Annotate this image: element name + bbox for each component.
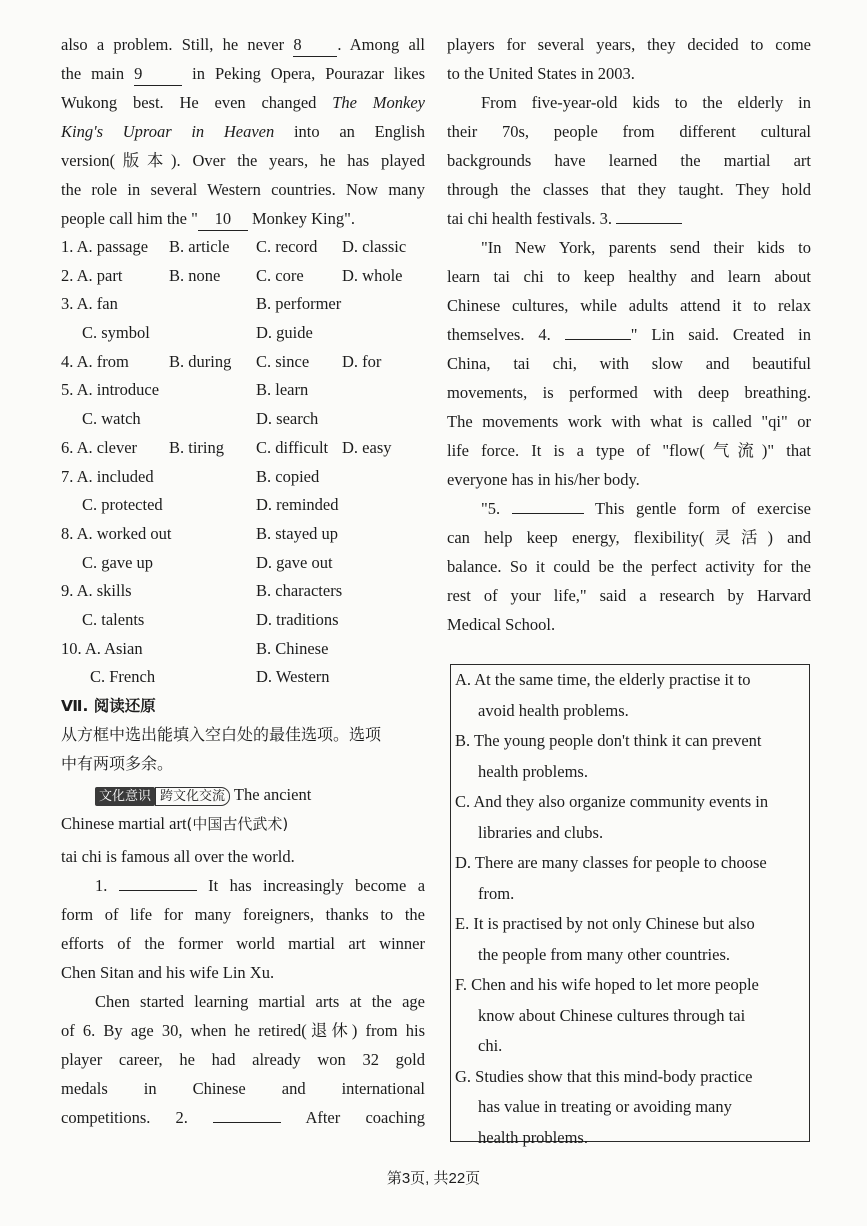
cross-culture-tag: 跨文化交流 [155, 787, 230, 806]
paragraph-2: Chen started learning martial arts at the age of 6. By age 30, when he retired(退休) from his player career, he had already won 32 gold medals in Chinese and international competitions. 2. After coaching [61, 992, 426, 1127]
option-row-1: 1. A. passage B. article C. record D. classic [61, 237, 407, 256]
option-row-9b: C. talents D. traditions [82, 609, 339, 629]
passage-continued [61, 30, 425, 233]
option-row-5b: C. watch D. search [82, 409, 319, 429]
blank-5[interactable] [512, 513, 584, 514]
option-E[interactable]: E. It is practised by not only Chinese but also the people from many other countries. [455, 914, 755, 964]
option-row-10b: C. French D. Western [90, 667, 330, 687]
option-row-3: 3. A. fan B. performer [61, 294, 342, 314]
option-row-7b: C. protected D. reminded [82, 495, 339, 515]
blank-10[interactable]: 10 [198, 208, 248, 231]
option-row-2: 2. A. part B. none C. core D. whole [61, 265, 403, 285]
passage-line: King's Uproar in Heaven into an English [61, 122, 426, 141]
option-B[interactable]: B. The young people don't think it can prevent health problems. [455, 731, 762, 781]
intro-line: Chinese martial art(中国古代武术) [61, 814, 289, 833]
book-title: King's Uproar in Heaven [61, 122, 275, 141]
passage-line: version(版本). Over the years, he has played [61, 151, 425, 170]
option-row-8b: C. gave up D. gave out [82, 552, 333, 572]
paragraph-1: 1. It has increasingly become a form of life for many foreigners, thanks to the efforts of the former world martial art winner Chen Sitan and his wife Lin Xu. [61, 876, 426, 982]
options-box [450, 664, 810, 1147]
intro-line: tai chi is famous all over the world. [61, 847, 295, 866]
options-list [61, 233, 425, 692]
option-C[interactable]: C. And they also organize community events in libraries and clubs. [455, 792, 769, 842]
option-row-6: 6. A. clever B. tiring C. difficult D. easy [61, 437, 392, 457]
option-G[interactable]: G. Studies show that this mind-body practice has value in treating or avoiding many health problems. [455, 1066, 753, 1147]
blank-2[interactable] [213, 1122, 281, 1123]
intro-line: 文化意识 跨文化交流 The ancient [61, 780, 425, 809]
option-row-5: 5. A. introduce B. learn [61, 380, 309, 400]
passage-line: Wukong best. He even changed The Monkey [61, 93, 425, 112]
option-row-7: 7. A. included B. copied [61, 466, 320, 486]
option-row-3b: C. symbol D. guide [82, 323, 313, 343]
blank-4[interactable] [565, 339, 631, 340]
blank-1[interactable] [119, 890, 197, 891]
instruction: 从方框中选出能填入空白处的最佳选项。选项 中有两项多余。 [61, 725, 382, 773]
option-row-10: 10. A. Asian B. Chinese [61, 638, 329, 658]
option-A[interactable]: A. At the same time, the elderly practise it to avoid health problems. [455, 670, 751, 720]
blank-3[interactable] [616, 223, 682, 224]
section-header: Ⅶ. 阅读还原 [61, 697, 156, 715]
option-row-9: 9. A. skills B. characters [61, 581, 343, 601]
book-title: The Monkey [332, 93, 425, 112]
option-F[interactable]: F. Chen and his wife hoped to let more people know about Chinese cultures through tai chi. [455, 975, 759, 1055]
option-row-4: 4. A. from B. during C. since D. for [61, 351, 382, 371]
page-number: 第3页, 共22页 [386, 1170, 481, 1187]
passage-line: the main 9 in Peking Opera, Pourazar likes [61, 59, 425, 88]
blank-9[interactable]: 9 [134, 63, 182, 86]
passage-line: also a problem. Still, he never 8 . Among all [61, 30, 425, 59]
right-column: players for several years, they decided to come to the United States in 2003. From five-year-old kids to the elderly in their 70s, people from different cultural backgrounds have learned the martial art through the classes that they taught. They hold tai chi health festivals. 3. "In New York, parents send their kids to learn tai chi to keep healthy and learn about Chinese cultures, while adults attend it to relax themselves. 4. " Lin said. Created in China, tai chi, with slow and beautiful movements, is performed with deep breathing. The movements work with what is called "qi" or life force. It is a type of "flow(气流)" that everyone has in his/her body. "5. This gentle form of exercise can help keep energy, flexibility(灵活) and balance. So it could be the perfect activity for the rest of your life," said a research by Harvard Medical School. [447, 35, 811, 634]
option-row-8: 8. A. worked out B. stayed up [61, 523, 339, 543]
passage-line: people call him the " 10 Monkey King". [61, 204, 425, 233]
culture-tag: 文化意识 [95, 787, 155, 806]
passage-line: the role in several Western countries. Now many [61, 180, 425, 199]
option-D[interactable]: D. There are many classes for people to choose from. [455, 853, 767, 903]
blank-8[interactable]: 8 [293, 34, 337, 57]
left-column [61, 30, 425, 1132]
